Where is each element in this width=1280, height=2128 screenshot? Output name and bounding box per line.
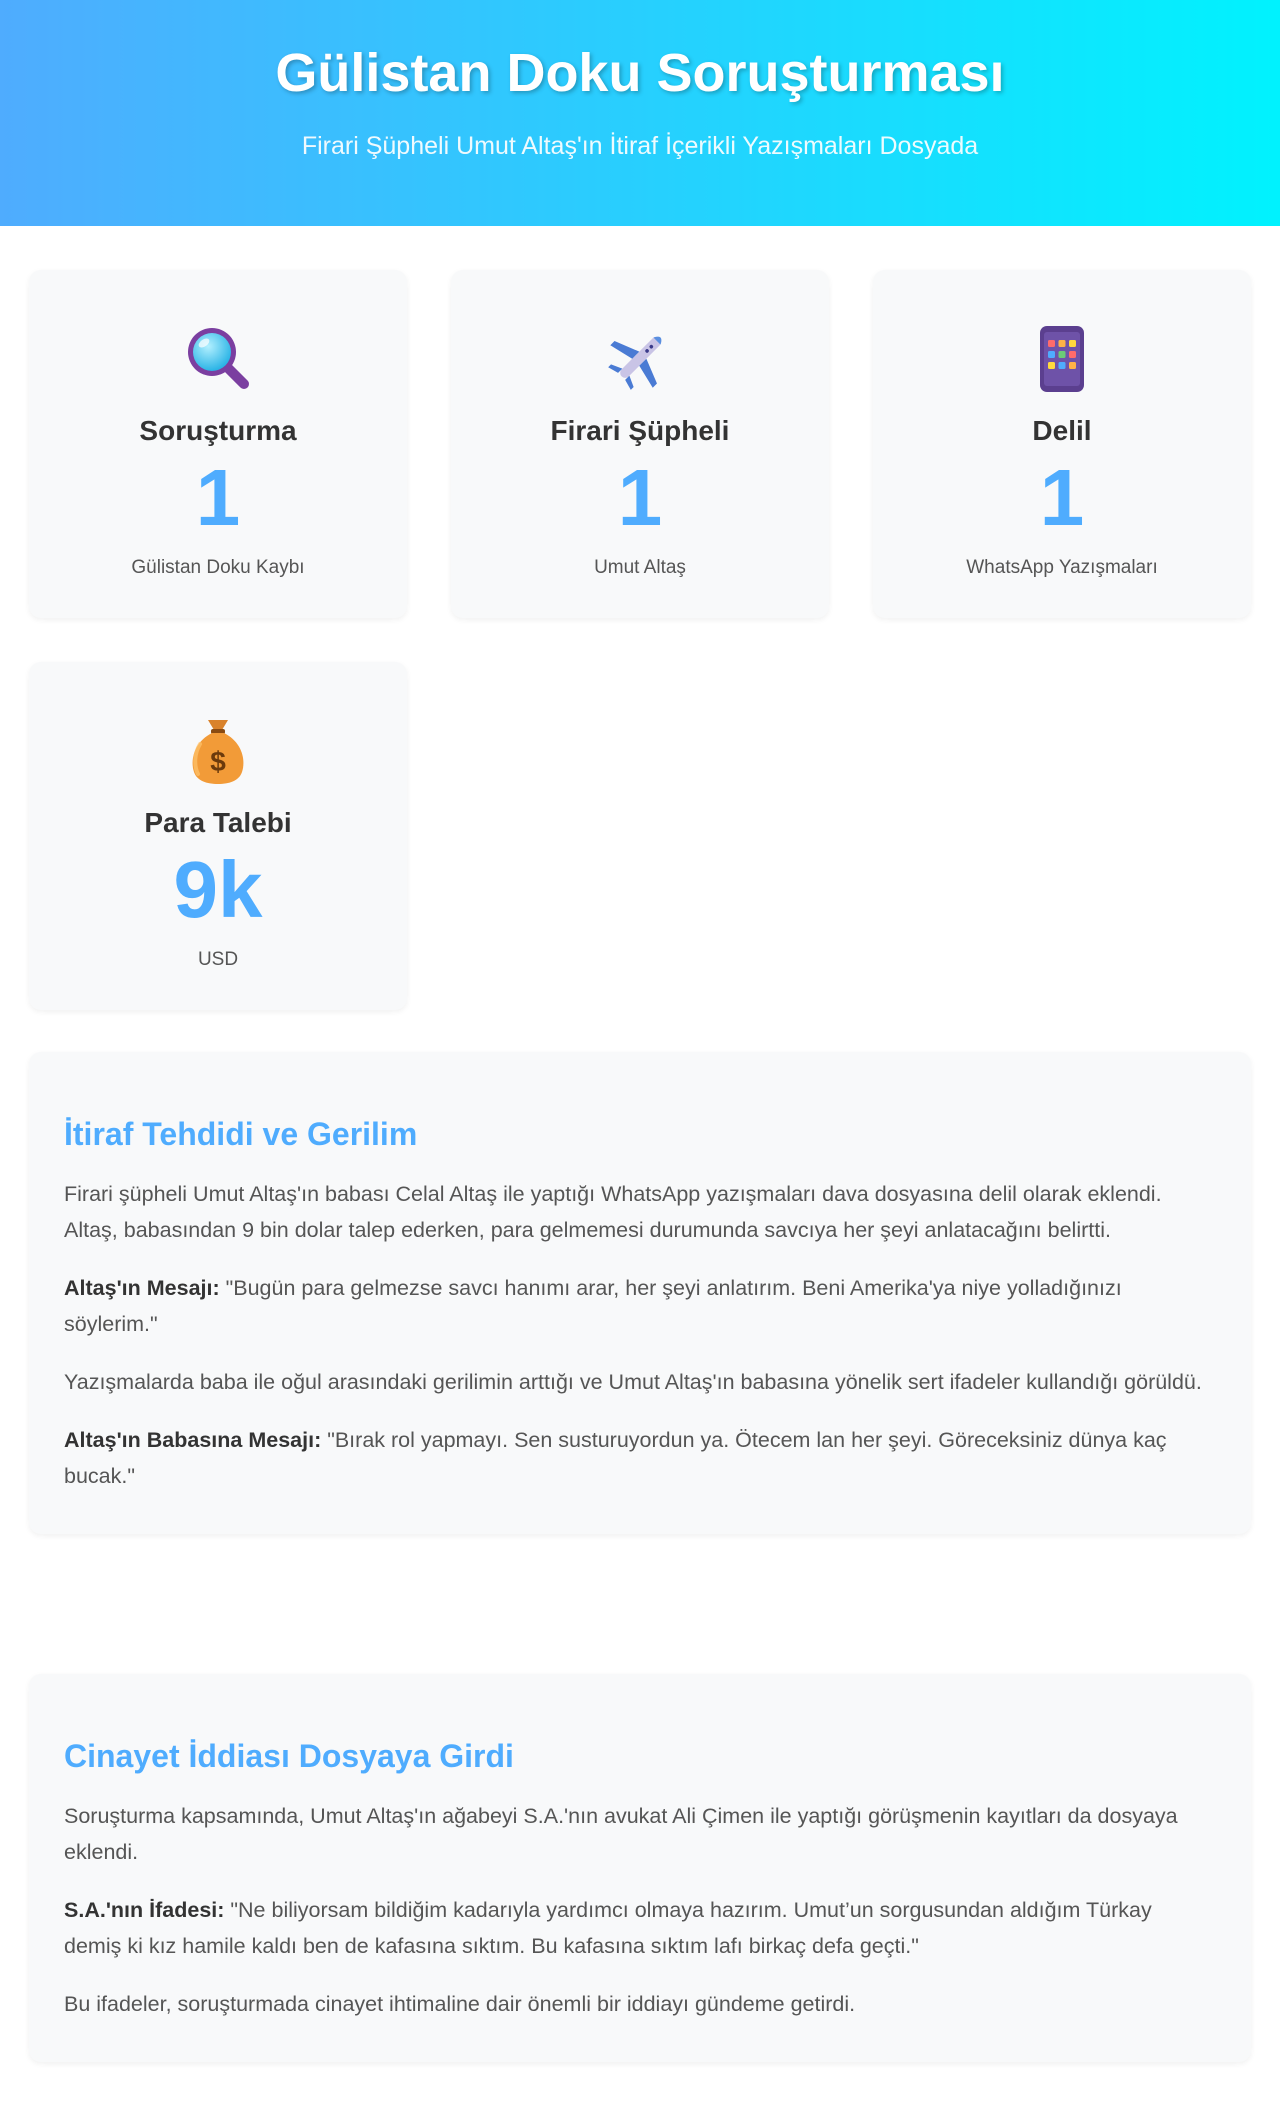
page-subtitle: Firari Şüpheli Umut Altaş'ın İtiraf İçerikli Yazışmaları Dosyada: [301, 132, 979, 160]
quote-text: "Ne biliyorsam bildiğim kadarıyla yardımcı olmaya hazırım. Umut’un sorgusundan aldığım Türkay demiş ki kız hamile kaldı ben de kafasına sıktım. Bu kafasına sıktım lafı birkaç defa geçti.": [64, 1898, 1152, 1958]
section-murder-claim: [29, 1674, 1251, 2062]
quote-paragraph: [64, 1422, 1215, 1494]
page-title: Gülistan Doku Soruşturması: [275, 43, 1005, 103]
stat-label: Delil: [1032, 415, 1092, 446]
section-confession-threat: [29, 1052, 1251, 1534]
stat-card-money-demand: [29, 662, 407, 1010]
section-title: İtiraf Tehdidi ve Gerilim: [64, 1116, 418, 1152]
stat-subtext: Gülistan Doku Kaybı: [131, 557, 305, 578]
stat-value: 1: [617, 453, 663, 542]
quote-paragraph: [64, 1270, 1215, 1342]
stat-value: 1: [1039, 453, 1085, 542]
stat-label: Para Talebi: [144, 807, 292, 838]
quote-paragraph: [64, 1892, 1215, 1964]
magnifying-glass-icon: [182, 322, 254, 394]
stat-subtext: Umut Altaş: [594, 557, 686, 578]
mobile-phone-icon: [1026, 322, 1098, 394]
stat-label: Soruşturma: [139, 415, 297, 446]
section-paragraph: Bu ifadeler, soruşturmada cinayet ihtimaline dair önemli bir iddiayı gündeme getirdi.: [64, 1992, 856, 2016]
page-header: [0, 0, 1280, 226]
svg-text:$: $: [210, 746, 226, 777]
quote-label: Altaş'ın Mesajı:: [64, 1276, 220, 1300]
section-title: Cinayet İddiası Dosyaya Girdi: [64, 1738, 514, 1774]
airplane-icon: [604, 322, 676, 394]
stat-card-evidence: [873, 270, 1251, 618]
quote-text: "Bırak rol yapmayı. Sen susturuyordun ya. Ötecem lan her şeyi. Göreceksiniz dünya kaç bucak.": [64, 1428, 1167, 1488]
stat-subtext: USD: [197, 949, 239, 970]
stat-label: Firari Şüpheli: [550, 415, 730, 446]
quote-text: "Bugün para gelmezse savcı hanımı arar, her şeyi anlatırım. Beni Amerika'ya niye yolladığınızı söylerim.": [64, 1276, 1122, 1336]
stat-card-fugitive: [451, 270, 829, 618]
stats-grid: [0, 226, 1280, 1016]
stat-card-investigation: [29, 270, 407, 618]
stat-value: 9k: [173, 845, 263, 934]
section-paragraph: Soruşturma kapsamında, Umut Altaş'ın ağabeyi S.A.'nın avukat Ali Çimen ile yaptığı görüşmenin kayıtları da dosyaya eklendi.: [64, 1804, 1178, 1864]
stat-subtext: WhatsApp Yazışmaları: [966, 557, 1158, 578]
quote-label: S.A.'nın İfadesi:: [64, 1898, 225, 1922]
section-paragraph: Yazışmalarda baba ile oğul arasındaki gerilimin arttığı ve Umut Altaş'ın babasına yönelik sert ifadeler kullandığı görüldü.: [64, 1370, 1202, 1394]
money-bag-icon: [182, 714, 254, 786]
stat-value: 1: [195, 453, 241, 542]
section-paragraph: Firari şüpheli Umut Altaş'ın babası Celal Altaş ile yaptığı WhatsApp yazışmaları dava dosyasına delil olarak eklendi. Altaş, babasından 9 bin dolar talep ederken, para gelmemesi durumunda savcıya her şeyi anlatacağını belirtti.: [64, 1182, 1162, 1242]
quote-label: Altaş'ın Babasına Mesajı:: [64, 1428, 322, 1452]
